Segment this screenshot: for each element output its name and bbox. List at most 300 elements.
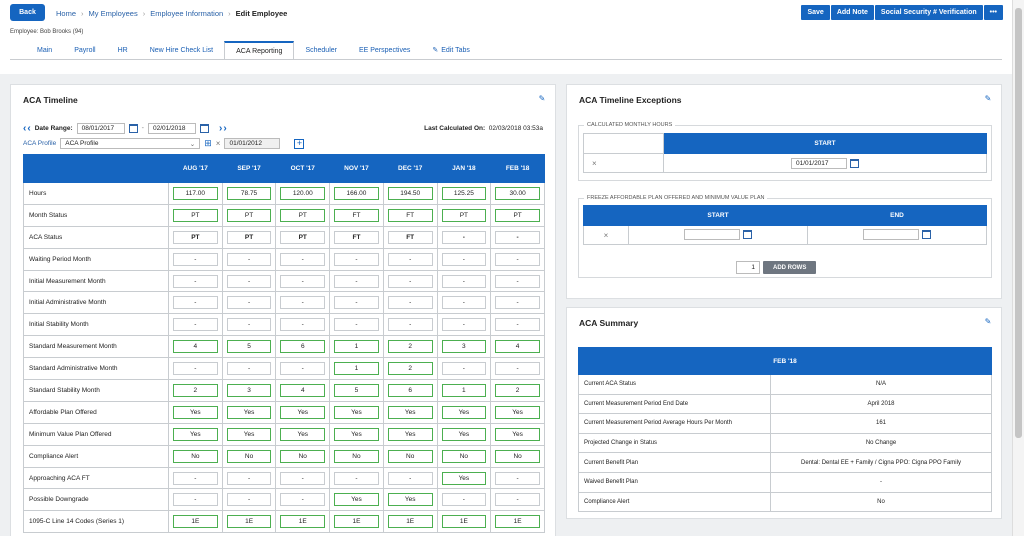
value-cell bbox=[437, 248, 491, 270]
breadcrumb-separator: › bbox=[81, 9, 84, 18]
value-field[interactable]: FT bbox=[334, 231, 379, 244]
value-cell bbox=[330, 314, 384, 336]
action-bar bbox=[801, 5, 1003, 20]
value-field[interactable]: - bbox=[495, 275, 540, 288]
value-field[interactable]: - bbox=[173, 362, 218, 375]
value-cell bbox=[491, 489, 545, 511]
calendar-icon[interactable] bbox=[922, 230, 931, 239]
end-date-cell bbox=[808, 226, 987, 245]
value-cell bbox=[169, 401, 223, 423]
value-field[interactable]: No bbox=[495, 450, 540, 463]
value-field[interactable]: 78.75 bbox=[227, 187, 272, 200]
value-field[interactable]: - bbox=[227, 472, 272, 485]
value-field[interactable]: 117.00 bbox=[173, 187, 218, 200]
section-title: FREEZE AFFORDABLE PLAN OFFERED AND MINIMUM VALUE PLAN bbox=[584, 195, 767, 201]
tab-aca-reporting[interactable]: ACA Reporting bbox=[224, 41, 294, 59]
table-row bbox=[24, 270, 545, 292]
value-cell bbox=[222, 314, 276, 336]
value-cell bbox=[383, 226, 437, 248]
last-period-icon[interactable]: › bbox=[223, 122, 227, 134]
aca-exceptions-panel bbox=[566, 84, 1002, 299]
value-cell bbox=[169, 489, 223, 511]
column-header: OCT '17 bbox=[276, 155, 330, 183]
value-cell bbox=[437, 467, 491, 489]
date-to-input[interactable]: 02/01/2018 bbox=[148, 123, 196, 134]
value-cell bbox=[169, 183, 223, 205]
value-field[interactable]: Yes bbox=[173, 428, 218, 441]
calendar-icon[interactable] bbox=[129, 124, 138, 133]
value-cell bbox=[491, 401, 545, 423]
table-row bbox=[24, 248, 545, 270]
value-field[interactable]: 2 bbox=[495, 384, 540, 397]
tab-new-hire-check-list[interactable]: New Hire Check List bbox=[149, 46, 214, 54]
value-cell bbox=[491, 270, 545, 292]
value-cell bbox=[276, 314, 330, 336]
value-field[interactable]: - bbox=[173, 253, 218, 266]
table-row bbox=[24, 314, 545, 336]
summary-label: Current ACA Status bbox=[579, 375, 771, 395]
value-cell bbox=[383, 183, 437, 205]
aca-profile-value: ACA Profile bbox=[65, 140, 99, 147]
aca-summary-table bbox=[578, 347, 992, 512]
value-field[interactable]: Yes bbox=[388, 493, 433, 506]
value-field[interactable]: - bbox=[495, 296, 540, 309]
back-button[interactable]: Back bbox=[10, 4, 45, 21]
table-row bbox=[24, 380, 545, 402]
value-field[interactable]: PT bbox=[495, 209, 540, 222]
first-period-icon[interactable]: ‹ bbox=[23, 122, 27, 134]
value-cell bbox=[383, 489, 437, 511]
tab-payroll[interactable]: Payroll bbox=[74, 46, 96, 54]
value-field[interactable]: Yes bbox=[173, 406, 218, 419]
value-cell bbox=[491, 358, 545, 380]
summary-label: Current Benefit Plan bbox=[579, 453, 771, 473]
profile-lookup-icon[interactable]: ⊞ bbox=[204, 138, 212, 148]
value-cell bbox=[276, 380, 330, 402]
value-field[interactable]: PT bbox=[227, 209, 272, 222]
value-field[interactable]: - bbox=[442, 318, 487, 331]
row-label: Initial Measurement Month bbox=[24, 270, 169, 292]
value-cell bbox=[437, 183, 491, 205]
value-cell bbox=[222, 204, 276, 226]
summary-value: No Change bbox=[771, 433, 992, 453]
more-options-button[interactable]: ••• bbox=[984, 5, 1003, 20]
row-label: ACA Status bbox=[24, 226, 169, 248]
value-cell bbox=[276, 467, 330, 489]
value-field[interactable]: Yes bbox=[280, 428, 325, 441]
value-field[interactable]: - bbox=[334, 296, 379, 309]
value-cell bbox=[491, 204, 545, 226]
calculated-hours-table bbox=[583, 133, 987, 173]
value-cell bbox=[491, 248, 545, 270]
value-field[interactable]: 5 bbox=[334, 384, 379, 397]
calendar-icon[interactable] bbox=[850, 159, 859, 168]
ssn-verification-button[interactable]: Social Security # Verification bbox=[875, 5, 983, 20]
column-header: FEB '18 bbox=[491, 155, 545, 183]
row-label: Affordable Plan Offered bbox=[24, 401, 169, 423]
table-row bbox=[24, 423, 545, 445]
add-note-button[interactable]: Add Note bbox=[831, 5, 874, 20]
breadcrumb-separator: › bbox=[142, 9, 146, 18]
value-field[interactable]: - bbox=[388, 318, 433, 331]
value-field[interactable]: Yes bbox=[227, 406, 272, 419]
value-field[interactable]: 166.00 bbox=[334, 187, 379, 200]
value-cell bbox=[276, 489, 330, 511]
table-row bbox=[579, 394, 992, 414]
value-cell bbox=[330, 467, 384, 489]
value-field[interactable]: No bbox=[334, 450, 379, 463]
value-field[interactable]: - bbox=[334, 275, 379, 288]
row-label: Minimum Value Plan Offered bbox=[24, 423, 169, 445]
value-field[interactable]: - bbox=[388, 296, 433, 309]
table-row bbox=[579, 472, 992, 492]
value-field[interactable]: - bbox=[388, 275, 433, 288]
table-row bbox=[579, 453, 992, 473]
value-field[interactable]: - bbox=[173, 493, 218, 506]
value-cell bbox=[276, 292, 330, 314]
table-row bbox=[579, 433, 992, 453]
value-cell bbox=[169, 423, 223, 445]
value-field[interactable]: 4 bbox=[280, 384, 325, 397]
value-field[interactable]: - bbox=[334, 472, 379, 485]
value-field[interactable]: 4 bbox=[173, 340, 218, 353]
value-field[interactable]: Yes bbox=[442, 472, 487, 485]
value-cell bbox=[222, 270, 276, 292]
table-header-row bbox=[584, 134, 987, 154]
value-field[interactable]: - bbox=[334, 318, 379, 331]
value-field[interactable]: - bbox=[227, 253, 272, 266]
value-field[interactable]: - bbox=[495, 253, 540, 266]
aca-timeline-panel bbox=[10, 84, 556, 536]
page-scrollbar[interactable] bbox=[1012, 0, 1024, 536]
next-period-icon[interactable]: › bbox=[218, 122, 223, 134]
value-cell bbox=[222, 380, 276, 402]
value-cell bbox=[330, 292, 384, 314]
value-cell bbox=[437, 489, 491, 511]
value-field[interactable]: - bbox=[280, 493, 325, 506]
chevron-down-icon: ⌄ bbox=[189, 140, 196, 148]
table-header-row bbox=[584, 206, 987, 226]
value-field[interactable]: Yes bbox=[334, 428, 379, 441]
profile-date-field: 01/01/2012 bbox=[224, 138, 280, 149]
freeze-start-input[interactable] bbox=[684, 229, 740, 240]
tab-scheduler[interactable]: Scheduler bbox=[305, 46, 337, 54]
add-icon[interactable]: + bbox=[294, 139, 304, 149]
value-cell bbox=[169, 380, 223, 402]
value-field[interactable]: - bbox=[280, 472, 325, 485]
value-field[interactable]: 2 bbox=[173, 384, 218, 397]
value-field[interactable]: - bbox=[442, 231, 487, 244]
value-field[interactable]: - bbox=[280, 296, 325, 309]
tab-hr[interactable]: HR bbox=[117, 46, 128, 54]
value-field[interactable]: Yes bbox=[442, 406, 487, 419]
value-field[interactable]: - bbox=[280, 275, 325, 288]
row-label: Initial Administrative Month bbox=[24, 292, 169, 314]
value-field[interactable]: - bbox=[227, 318, 272, 331]
value-cell bbox=[330, 358, 384, 380]
breadcrumb bbox=[56, 9, 287, 18]
value-cell bbox=[491, 445, 545, 467]
value-field[interactable]: 4 bbox=[495, 340, 540, 353]
row-label: 1095-C Line 14 Codes (Series 1) bbox=[24, 511, 169, 533]
value-cell bbox=[491, 467, 545, 489]
value-field[interactable]: - bbox=[173, 318, 218, 331]
value-field[interactable]: FT bbox=[334, 209, 379, 222]
value-cell bbox=[169, 248, 223, 270]
column-header bbox=[584, 134, 664, 154]
value-field[interactable]: PT bbox=[173, 209, 218, 222]
date-from-input[interactable]: 08/01/2017 bbox=[77, 123, 125, 134]
row-label: Waiting Period Month bbox=[24, 248, 169, 270]
value-cell bbox=[330, 183, 384, 205]
value-field[interactable]: 1E bbox=[442, 515, 487, 528]
value-cell bbox=[169, 511, 223, 533]
value-field[interactable]: 1E bbox=[227, 515, 272, 528]
value-field[interactable]: No bbox=[173, 450, 218, 463]
breadcrumb-employee-information[interactable]: Employee Information bbox=[150, 9, 224, 18]
value-field[interactable]: - bbox=[495, 472, 540, 485]
value-field[interactable]: No bbox=[388, 450, 433, 463]
table-row bbox=[24, 489, 545, 511]
value-field[interactable]: Yes bbox=[388, 428, 433, 441]
aca-profile-row bbox=[23, 137, 323, 150]
value-cell bbox=[330, 380, 384, 402]
value-field[interactable]: 1 bbox=[334, 362, 379, 375]
value-cell bbox=[276, 336, 330, 358]
value-field[interactable]: - bbox=[173, 275, 218, 288]
row-label: Standard Stability Month bbox=[24, 380, 169, 402]
page-title: Edit Employee bbox=[235, 9, 288, 18]
value-field[interactable]: 5 bbox=[227, 340, 272, 353]
tab-edit-tabs[interactable] bbox=[421, 41, 481, 59]
pin-icon[interactable]: ✎ bbox=[538, 94, 546, 103]
value-field[interactable]: - bbox=[442, 253, 487, 266]
column-header: END bbox=[808, 206, 987, 226]
tab-bar bbox=[26, 41, 481, 59]
value-field[interactable]: 2 bbox=[388, 362, 433, 375]
value-field[interactable]: 3 bbox=[227, 384, 272, 397]
value-cell bbox=[383, 336, 437, 358]
value-cell bbox=[383, 401, 437, 423]
panel-title: ACA Summary bbox=[579, 318, 639, 328]
employee-label: Employee: Bob Brooks (94) bbox=[10, 29, 84, 35]
value-field[interactable]: - bbox=[495, 318, 540, 331]
value-field[interactable]: No bbox=[280, 450, 325, 463]
table-row bbox=[24, 511, 545, 533]
summary-label: Current Measurement Period Average Hours Per Month bbox=[579, 414, 771, 434]
value-cell bbox=[383, 467, 437, 489]
value-cell bbox=[383, 270, 437, 292]
value-cell bbox=[383, 314, 437, 336]
value-cell bbox=[222, 336, 276, 358]
value-field[interactable]: - bbox=[495, 231, 540, 244]
value-cell bbox=[437, 336, 491, 358]
value-field[interactable]: PT bbox=[442, 209, 487, 222]
value-cell bbox=[491, 292, 545, 314]
summary-value: 161 bbox=[771, 414, 992, 434]
value-cell bbox=[222, 248, 276, 270]
value-cell bbox=[222, 445, 276, 467]
section-title: CALCULATED MONTHLY HOURS bbox=[584, 122, 675, 128]
breadcrumb-separator: › bbox=[228, 9, 231, 18]
edit-tabs-label: Edit Tabs bbox=[441, 46, 470, 54]
tab-divider bbox=[10, 59, 1002, 60]
close-icon[interactable]: × bbox=[592, 158, 597, 168]
value-field[interactable]: - bbox=[442, 296, 487, 309]
value-cell bbox=[330, 423, 384, 445]
close-icon[interactable]: × bbox=[603, 230, 609, 240]
calendar-icon[interactable] bbox=[200, 124, 209, 133]
add-rows-button[interactable]: ADD ROWS bbox=[763, 261, 816, 274]
value-field[interactable]: 6 bbox=[280, 340, 325, 353]
value-field[interactable]: PT bbox=[227, 231, 272, 244]
pencil-icon: ✎ bbox=[432, 47, 439, 54]
table-row bbox=[24, 226, 545, 248]
value-cell bbox=[383, 248, 437, 270]
value-field[interactable]: PT bbox=[280, 231, 325, 244]
pin-icon[interactable]: ✎ bbox=[984, 94, 992, 103]
value-cell bbox=[491, 423, 545, 445]
value-field[interactable]: - bbox=[280, 362, 325, 375]
value-field[interactable]: Yes bbox=[334, 493, 379, 506]
value-cell bbox=[222, 467, 276, 489]
value-cell bbox=[222, 226, 276, 248]
value-cell bbox=[330, 445, 384, 467]
value-field[interactable]: - bbox=[227, 296, 272, 309]
last-calculated-label: Last Calculated On: bbox=[424, 125, 486, 132]
start-date-cell bbox=[629, 226, 808, 245]
value-field[interactable]: - bbox=[388, 472, 433, 485]
summary-value: - bbox=[771, 472, 992, 492]
value-field[interactable]: Yes bbox=[442, 428, 487, 441]
value-field[interactable]: FT bbox=[388, 209, 433, 222]
tab-ee-perspectives[interactable]: EE Perspectives bbox=[358, 46, 411, 54]
value-field[interactable]: - bbox=[334, 253, 379, 266]
row-label: Standard Measurement Month bbox=[24, 336, 169, 358]
aca-timeline-table bbox=[23, 154, 545, 533]
value-cell bbox=[276, 248, 330, 270]
summary-label: Projected Change in Status bbox=[579, 433, 771, 453]
value-field[interactable]: 1E bbox=[334, 515, 379, 528]
value-field[interactable]: - bbox=[280, 318, 325, 331]
close-icon[interactable]: × bbox=[215, 139, 221, 148]
scrollbar-thumb[interactable] bbox=[1015, 8, 1022, 438]
value-field[interactable]: 1E bbox=[495, 515, 540, 528]
value-field[interactable]: - bbox=[388, 253, 433, 266]
summary-value: N/A bbox=[771, 375, 992, 395]
value-cell bbox=[330, 401, 384, 423]
value-field[interactable]: Yes bbox=[495, 428, 540, 441]
column-header: JAN '18 bbox=[437, 155, 491, 183]
value-field[interactable]: - bbox=[442, 275, 487, 288]
save-button[interactable]: Save bbox=[801, 5, 829, 20]
pin-icon[interactable]: ✎ bbox=[984, 317, 992, 326]
value-field[interactable]: - bbox=[442, 362, 487, 375]
value-cell bbox=[276, 358, 330, 380]
value-cell bbox=[383, 423, 437, 445]
value-field[interactable]: 3 bbox=[442, 340, 487, 353]
table-row bbox=[24, 401, 545, 423]
breadcrumb-my-employees[interactable]: My Employees bbox=[88, 9, 138, 18]
row-label: Compliance Alert bbox=[24, 445, 169, 467]
panel-title: ACA Timeline Exceptions bbox=[579, 95, 682, 105]
value-field[interactable]: - bbox=[227, 493, 272, 506]
value-field[interactable]: - bbox=[227, 362, 272, 375]
value-cell bbox=[276, 270, 330, 292]
value-field[interactable]: Yes bbox=[227, 428, 272, 441]
value-cell bbox=[222, 292, 276, 314]
summary-label: Compliance Alert bbox=[579, 492, 771, 512]
value-field[interactable]: 194.50 bbox=[388, 187, 433, 200]
table-row bbox=[24, 358, 545, 380]
value-field[interactable]: FT bbox=[388, 231, 433, 244]
aca-profile-select[interactable] bbox=[60, 138, 200, 149]
value-field[interactable]: - bbox=[495, 493, 540, 506]
value-field[interactable]: 1E bbox=[173, 515, 218, 528]
freeze-end-input[interactable] bbox=[863, 229, 919, 240]
value-field[interactable]: - bbox=[280, 253, 325, 266]
value-field[interactable]: Yes bbox=[280, 406, 325, 419]
value-field[interactable]: 30.00 bbox=[495, 187, 540, 200]
value-field[interactable]: - bbox=[442, 493, 487, 506]
value-field[interactable]: Yes bbox=[334, 406, 379, 419]
value-field[interactable]: 1E bbox=[280, 515, 325, 528]
table-row bbox=[24, 183, 545, 205]
value-field[interactable]: PT bbox=[173, 231, 218, 244]
value-field[interactable]: - bbox=[495, 362, 540, 375]
table-row bbox=[24, 292, 545, 314]
value-cell bbox=[222, 511, 276, 533]
table-row bbox=[24, 204, 545, 226]
value-field[interactable]: - bbox=[173, 472, 218, 485]
calendar-icon[interactable] bbox=[743, 230, 752, 239]
table-row bbox=[579, 492, 992, 512]
value-field[interactable]: 1E bbox=[388, 515, 433, 528]
value-field[interactable]: No bbox=[442, 450, 487, 463]
value-cell bbox=[437, 204, 491, 226]
value-field[interactable]: 125.25 bbox=[442, 187, 487, 200]
value-cell bbox=[222, 183, 276, 205]
column-header: START bbox=[629, 206, 808, 226]
value-field[interactable]: 120.00 bbox=[280, 187, 325, 200]
start-date-input[interactable]: 01/01/2017 bbox=[791, 158, 847, 169]
table-row bbox=[579, 414, 992, 434]
value-field[interactable]: Yes bbox=[388, 406, 433, 419]
value-field[interactable]: - bbox=[173, 296, 218, 309]
breadcrumb-home[interactable]: Home bbox=[56, 9, 77, 18]
value-cell bbox=[437, 511, 491, 533]
remove-row-cell bbox=[584, 226, 629, 245]
prev-period-icon[interactable]: ‹ bbox=[27, 122, 31, 134]
value-field[interactable]: 1 bbox=[334, 340, 379, 353]
last-calculated bbox=[424, 125, 543, 132]
freeze-plan-table bbox=[583, 205, 987, 245]
value-field[interactable]: 6 bbox=[388, 384, 433, 397]
value-field[interactable]: No bbox=[227, 450, 272, 463]
table-row bbox=[584, 226, 987, 245]
value-cell bbox=[383, 445, 437, 467]
tab-main[interactable]: Main bbox=[37, 46, 53, 54]
value-field[interactable]: 2 bbox=[388, 340, 433, 353]
value-field[interactable]: Yes bbox=[495, 406, 540, 419]
value-field[interactable]: 1 bbox=[442, 384, 487, 397]
row-count-input[interactable]: 1 bbox=[736, 261, 760, 274]
summary-value: Dental: Dental EE + Family / Cigna PPO: Cigna PPO Family bbox=[771, 453, 992, 473]
summary-value: April 2018 bbox=[771, 394, 992, 414]
value-field[interactable]: - bbox=[227, 275, 272, 288]
value-field[interactable]: PT bbox=[280, 209, 325, 222]
table-row bbox=[24, 445, 545, 467]
